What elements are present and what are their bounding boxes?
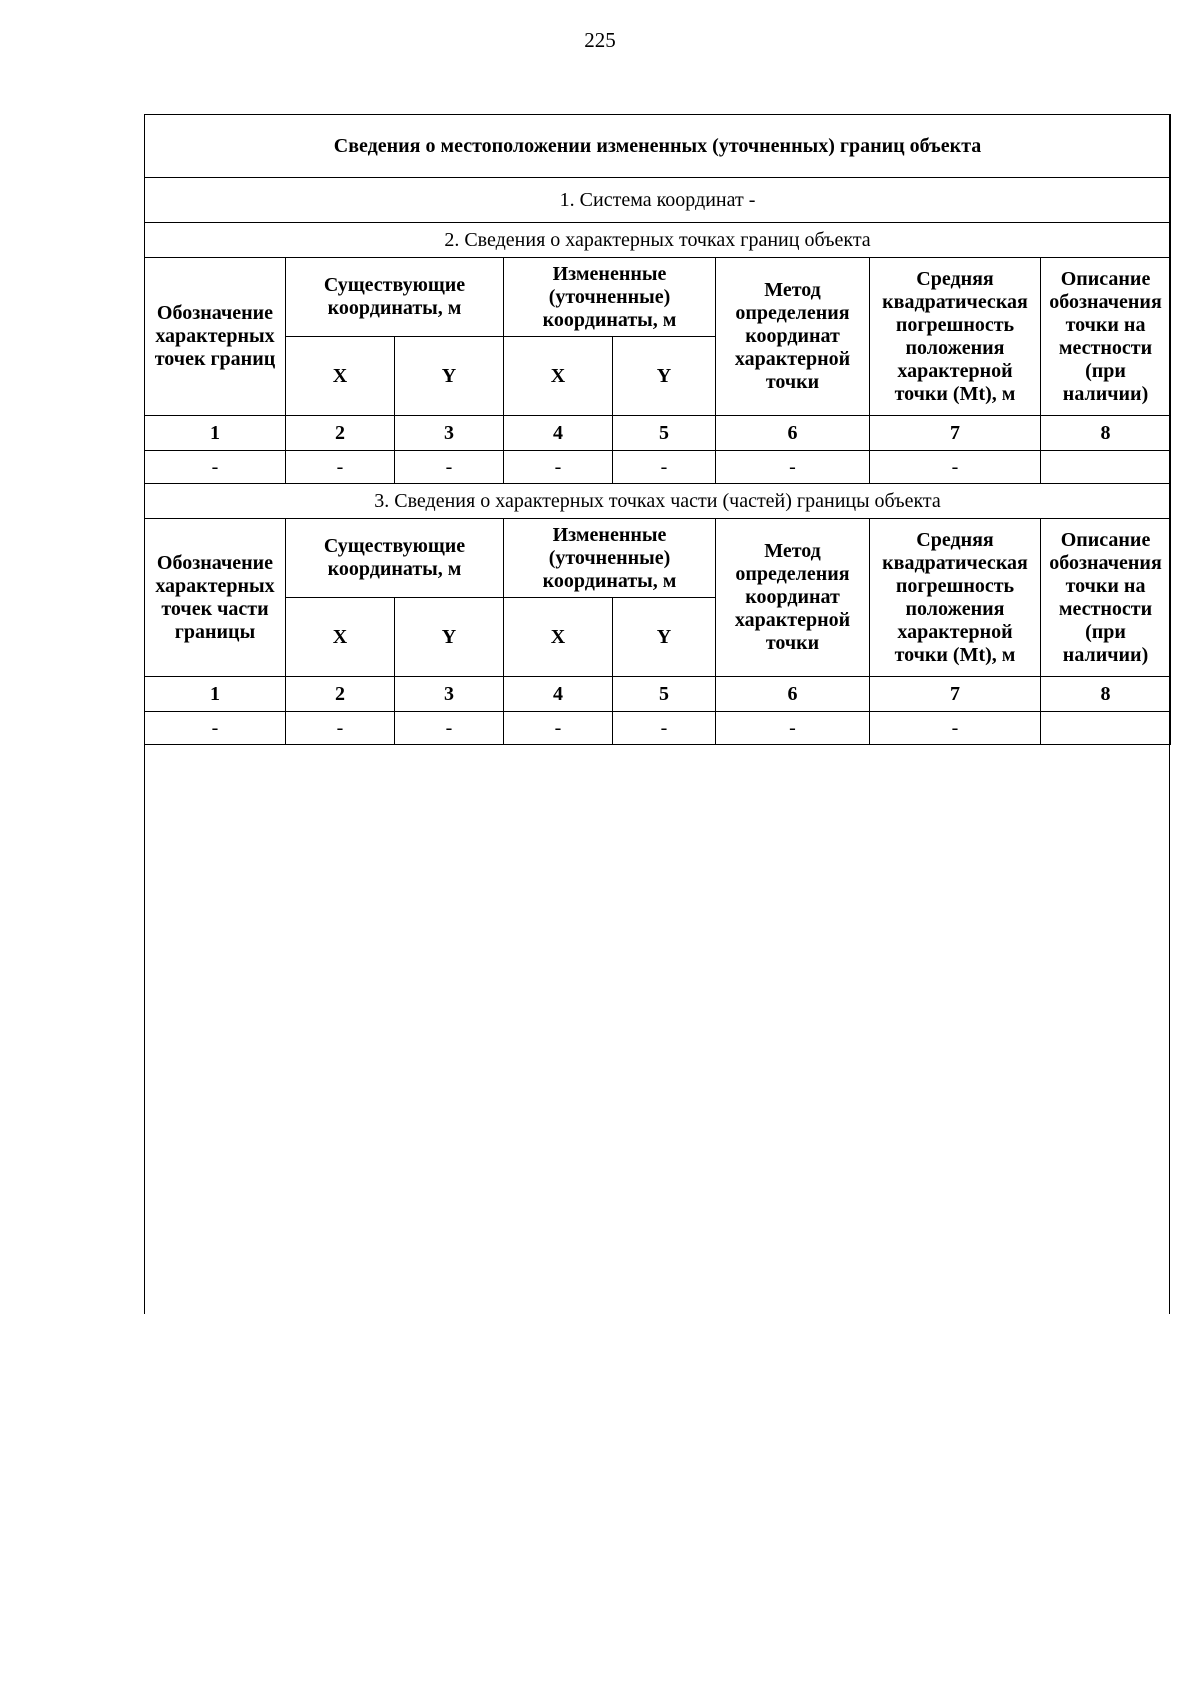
column-number: 2 [286, 677, 395, 712]
column-number: 4 [504, 677, 613, 712]
table-cell: - [870, 451, 1041, 484]
boundary-info-table [144, 114, 1171, 745]
section-2-heading-row [145, 223, 1171, 258]
table-cell: - [504, 712, 613, 745]
table-cell: - [395, 451, 504, 484]
table-cell: - [504, 451, 613, 484]
section-2-header-row [145, 258, 1171, 337]
col-method: Метод определения координат характерной точки [716, 519, 870, 677]
col-description: Описание обозначения точки на местности (при наличии) [1041, 258, 1171, 416]
table-cell [1041, 712, 1171, 745]
coordinate-system: 1. Система координат - [145, 178, 1171, 223]
section-3-header-row [145, 519, 1171, 598]
title-row [145, 115, 1171, 178]
column-number: 5 [613, 416, 716, 451]
column-number: 5 [613, 677, 716, 712]
table-cell: - [613, 451, 716, 484]
column-number: 8 [1041, 677, 1171, 712]
section-heading: 2. Сведения о характерных точках границ объекта [145, 223, 1171, 258]
column-number: 6 [716, 677, 870, 712]
col-changed-coordinates: Измененные (уточненные) координаты, м [504, 519, 716, 598]
col-existing-x: X [286, 598, 395, 677]
col-changed-y: Y [613, 598, 716, 677]
col-description: Описание обозначения точки на местности (при наличии) [1041, 519, 1171, 677]
table-row [145, 712, 1171, 745]
column-number: 1 [145, 416, 286, 451]
table-cell: - [145, 712, 286, 745]
section-2-column-numbers [145, 416, 1171, 451]
table-cell [1041, 451, 1171, 484]
table-cell: - [613, 712, 716, 745]
col-existing-x: X [286, 337, 395, 416]
table-cell: - [395, 712, 504, 745]
col-changed-x: X [504, 598, 613, 677]
column-number: 3 [395, 677, 504, 712]
col-existing-y: Y [395, 598, 504, 677]
section-heading: 3. Сведения о характерных точках части (частей) границы объекта [145, 484, 1171, 519]
col-existing-y: Y [395, 337, 504, 416]
col-method: Метод определения координат характерной точки [716, 258, 870, 416]
table-cell: - [286, 451, 395, 484]
document-title: Сведения о местоположении измененных (уточненных) границ объекта [145, 115, 1171, 178]
col-changed-y: Y [613, 337, 716, 416]
column-number: 7 [870, 677, 1041, 712]
column-number: 8 [1041, 416, 1171, 451]
table-cell: - [145, 451, 286, 484]
table-cell: - [716, 712, 870, 745]
column-number: 4 [504, 416, 613, 451]
col-changed-coordinates: Измененные (уточненные) координаты, м [504, 258, 716, 337]
col-existing-coordinates: Существующие координаты, м [286, 258, 504, 337]
col-designation: Обозначение характерных точек границ [145, 258, 286, 416]
col-mean-square-error: Средняя квадратическая погрешность положения характерной точки (Mt), м [870, 258, 1041, 416]
col-designation: Обозначение характерных точек части границы [145, 519, 286, 677]
col-changed-x: X [504, 337, 613, 416]
column-number: 7 [870, 416, 1041, 451]
section-3-heading-row [145, 484, 1171, 519]
table-cell: - [286, 712, 395, 745]
column-number: 3 [395, 416, 504, 451]
table-row [145, 451, 1171, 484]
column-number: 2 [286, 416, 395, 451]
table-cell: - [716, 451, 870, 484]
col-existing-coordinates: Существующие координаты, м [286, 519, 504, 598]
column-number: 6 [716, 416, 870, 451]
column-number: 1 [145, 677, 286, 712]
section-3-column-numbers [145, 677, 1171, 712]
table-cell: - [870, 712, 1041, 745]
page-number: 225 [584, 28, 616, 52]
coordinate-system-row [145, 178, 1171, 223]
col-mean-square-error: Средняя квадратическая погрешность положения характерной точки (Mt), м [870, 519, 1041, 677]
